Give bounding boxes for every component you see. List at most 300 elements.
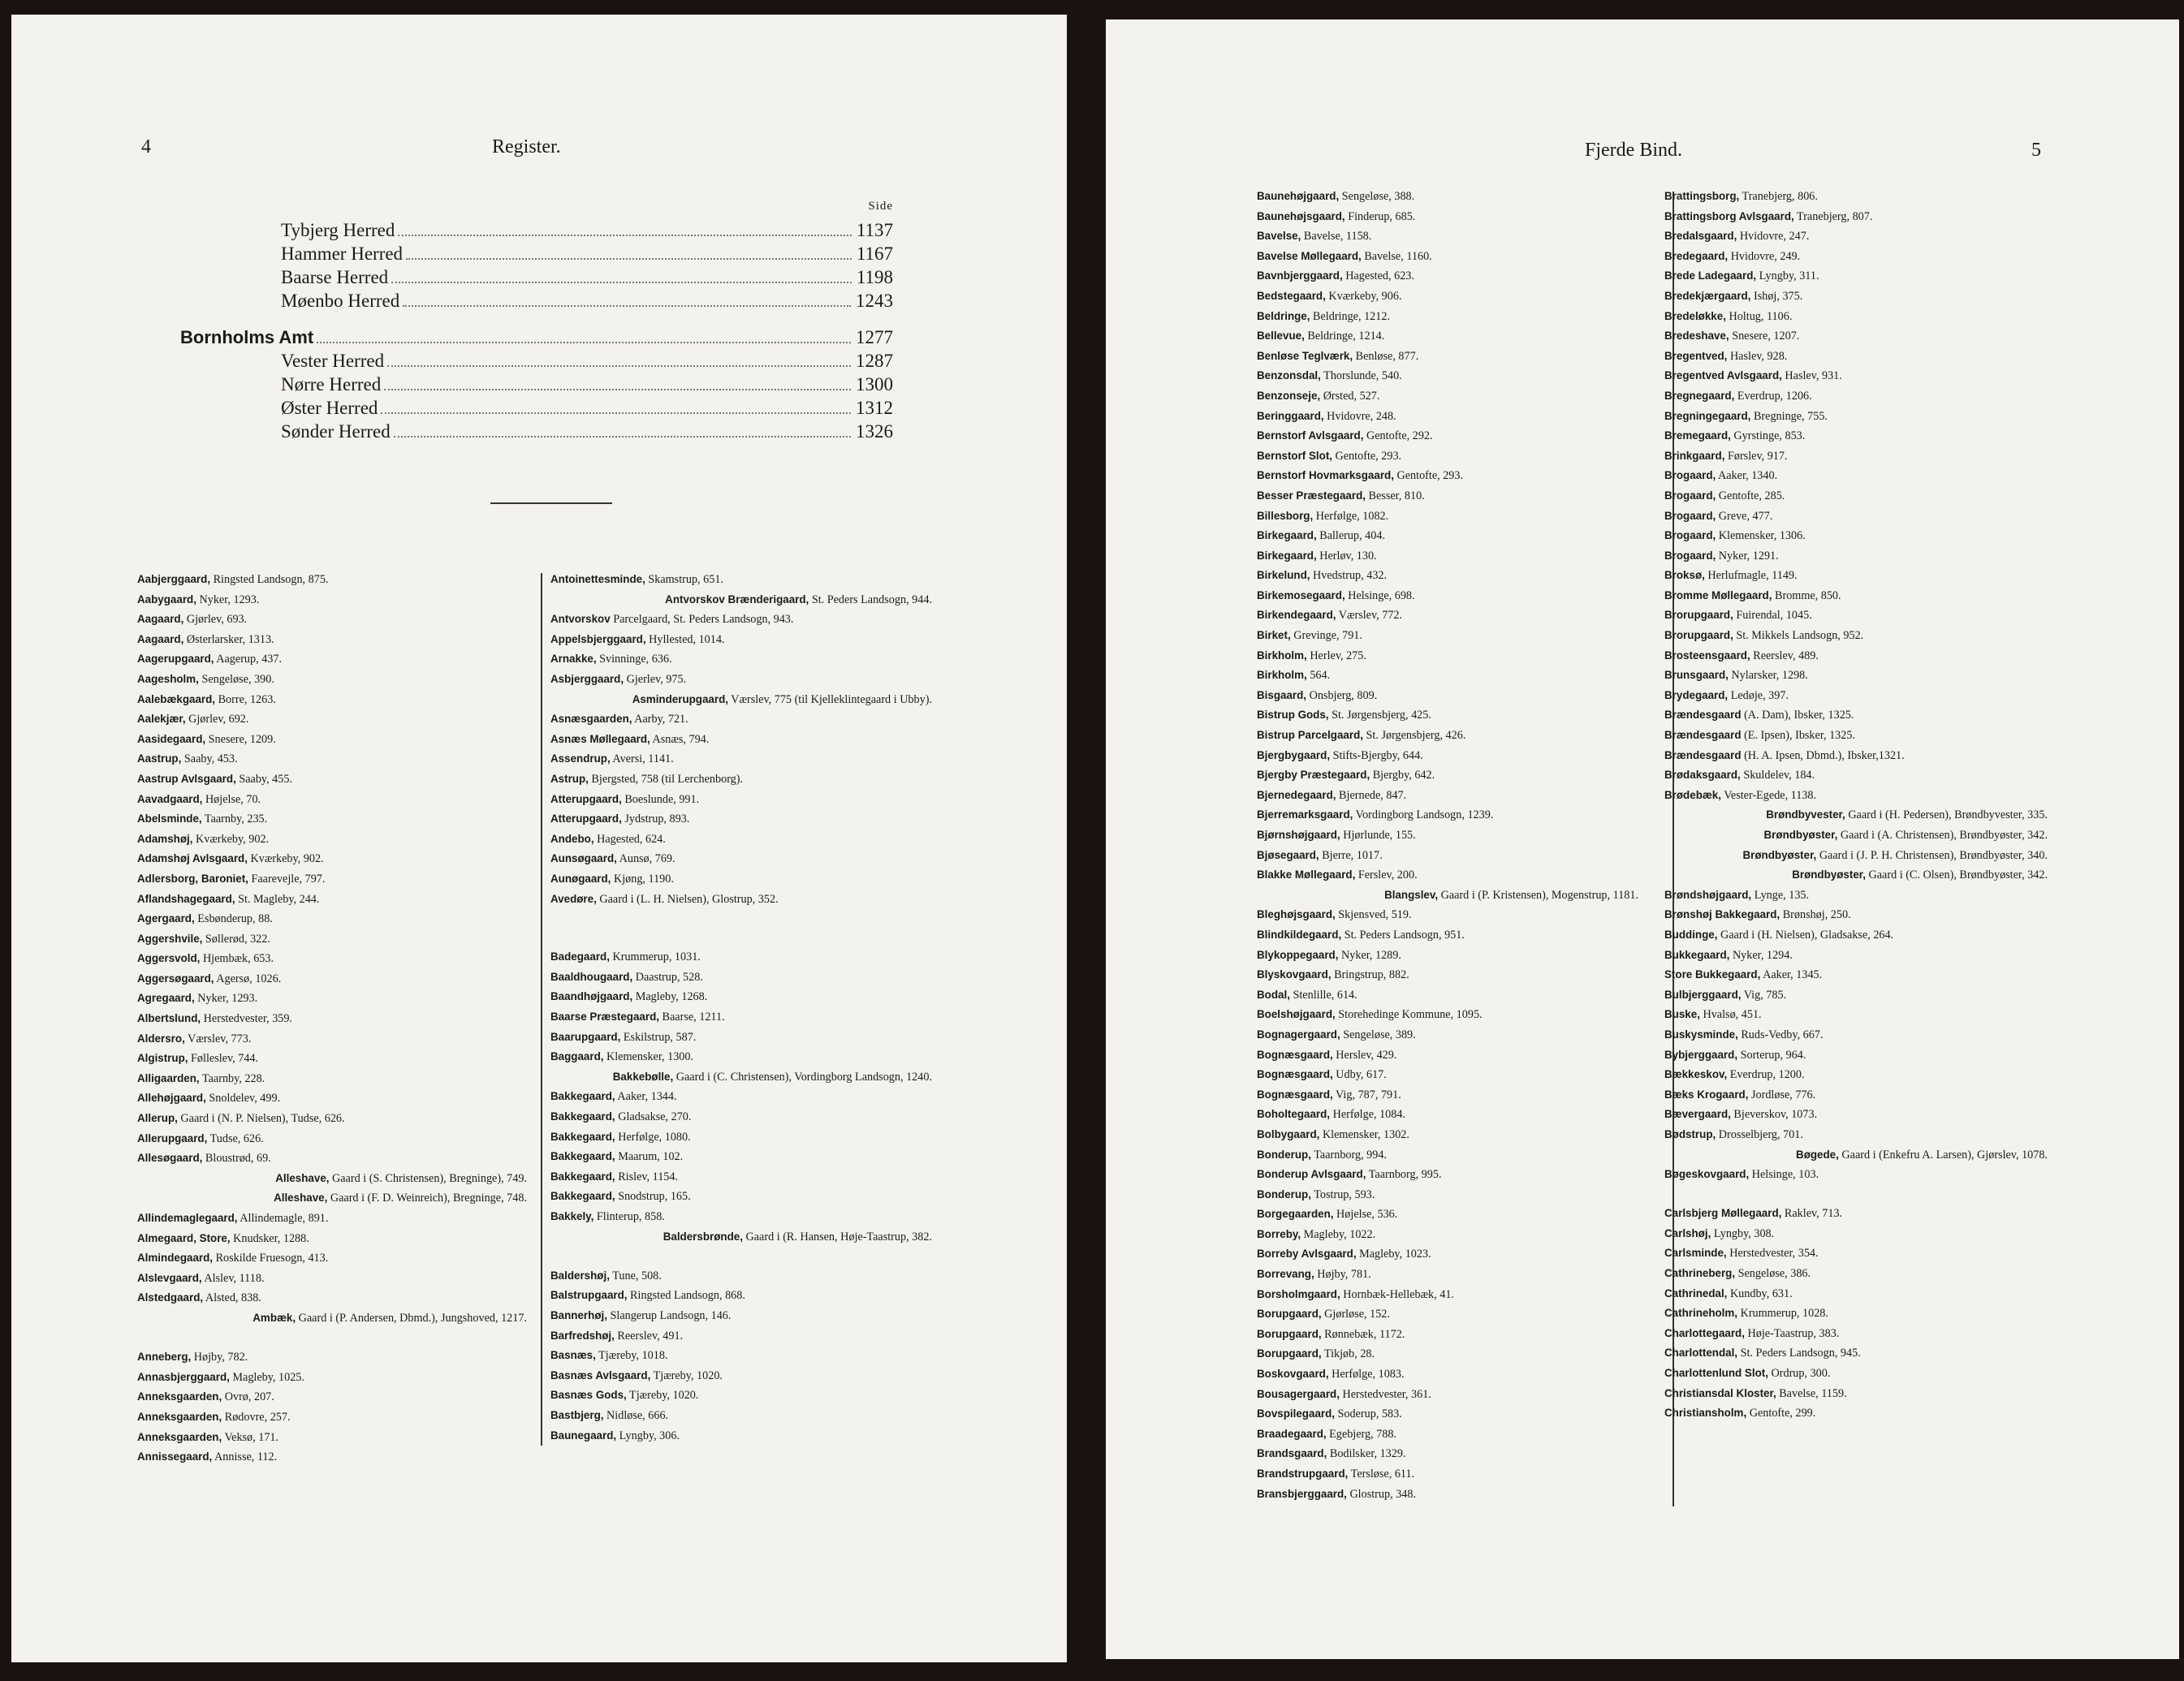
entry-name: Boholtegaard, bbox=[1257, 1108, 1331, 1121]
entry-name: Aabygaard, bbox=[137, 593, 196, 606]
entry-location: Agersø, 1026. bbox=[214, 972, 282, 985]
entry-location: Stifts-Bjergby, 644. bbox=[1330, 748, 1423, 762]
entry-name: Bremegaard, bbox=[1664, 429, 1731, 442]
entry-name: Christiansdal Kloster, bbox=[1664, 1386, 1776, 1399]
index-entry bbox=[1664, 666, 2048, 686]
entry-name: Bastbjerg, bbox=[550, 1408, 604, 1421]
entry-name: Bredekjærgaard, bbox=[1664, 289, 1751, 302]
index-entry bbox=[137, 969, 527, 989]
index-entry bbox=[137, 730, 527, 750]
entry-location: Nyker, 1293. bbox=[194, 992, 258, 1006]
toc-row bbox=[270, 218, 893, 242]
entry-location: Everdrup, 1200. bbox=[1727, 1068, 1805, 1082]
index-entry bbox=[1257, 646, 1638, 666]
index-entry bbox=[1257, 925, 1638, 946]
running-head: Register. bbox=[492, 136, 561, 157]
entry-name: Avedøre, bbox=[550, 892, 597, 905]
entry-location: Beldringe, 1212. bbox=[1310, 309, 1390, 323]
index-entry bbox=[1257, 1145, 1638, 1166]
entry-name: Buske, bbox=[1664, 1008, 1700, 1021]
toc-entry-page: 1312 bbox=[856, 398, 893, 418]
index-entry bbox=[1664, 1343, 2048, 1364]
entry-location: Hjembæk, 653. bbox=[200, 952, 274, 966]
entry-name: Billesborg, bbox=[1257, 509, 1314, 522]
entry-name: Baaldhougaard, bbox=[550, 970, 633, 983]
entry-name: Asnæsgaarden, bbox=[550, 713, 632, 726]
entry-location: Herstedvester, 359. bbox=[201, 1012, 293, 1026]
index-entry bbox=[1664, 626, 2048, 646]
entry-location: Ledøje, 397. bbox=[1728, 688, 1789, 702]
entry-name: Aavadgaard, bbox=[137, 792, 203, 805]
toc-entry-name: Tybjerg Herred bbox=[281, 220, 395, 240]
index-entry bbox=[1257, 1325, 1638, 1345]
index-entry bbox=[1664, 985, 2048, 1006]
entry-name: Andebo, bbox=[550, 832, 594, 845]
entry-location: Bodilsker, 1329. bbox=[1327, 1447, 1406, 1461]
entry-location: Gaard i (P. Andersen, Dbmd.), Jungshoved, 1217. bbox=[296, 1311, 527, 1325]
index-entry bbox=[1664, 965, 2048, 985]
entry-name: Borsholmgaard, bbox=[1257, 1287, 1340, 1300]
entry-location: Ferslev, 200. bbox=[1355, 869, 1418, 882]
entry-name: Brydegaard, bbox=[1664, 688, 1729, 701]
index-entry bbox=[1257, 905, 1638, 925]
entry-location: Besser, 810. bbox=[1365, 489, 1425, 502]
entry-location: Faarevejle, 797. bbox=[248, 872, 326, 886]
toc-row bbox=[270, 373, 893, 396]
index-entry bbox=[137, 610, 527, 630]
entry-name: Bjøsegaard, bbox=[1257, 848, 1319, 861]
entry-name: Assendrup, bbox=[550, 752, 611, 765]
index-entry bbox=[1257, 326, 1638, 347]
entry-location: Ishøj, 375. bbox=[1750, 289, 1803, 303]
index-column bbox=[1257, 187, 1638, 1504]
entry-location: Lyngby, 311. bbox=[1756, 269, 1819, 283]
entry-location: Bjeverskov, 1073. bbox=[1730, 1108, 1818, 1122]
section-rule bbox=[490, 502, 612, 504]
entry-name: Antoinettesminde, bbox=[550, 573, 645, 585]
index-entry bbox=[1257, 1444, 1638, 1464]
index-entry bbox=[550, 1047, 932, 1067]
entry-name: Asminderupgaard, bbox=[632, 692, 728, 705]
running-head: Fjerde Bind. bbox=[1585, 140, 1682, 161]
entry-location: Soderup, 583. bbox=[1335, 1407, 1402, 1421]
index-entry bbox=[1664, 586, 2048, 606]
entry-name: Birkendegaard, bbox=[1257, 609, 1336, 622]
index-entry bbox=[550, 1127, 932, 1148]
entry-name: Brosteensgaard, bbox=[1664, 649, 1750, 662]
entry-name: Cathrineberg, bbox=[1664, 1267, 1736, 1280]
entry-location: Gaard i (H. Pedersen), Brøndbyvester, 335. bbox=[1845, 808, 2048, 822]
entry-location: Gentofte, 292. bbox=[1363, 429, 1433, 443]
right-page bbox=[1106, 19, 2179, 1659]
entry-location: (E. Ipsen), Ibsker, 1325. bbox=[1741, 729, 1855, 743]
entry-name: Appelsbjerggaard, bbox=[550, 632, 646, 645]
entry-name: Aastrup, bbox=[137, 752, 182, 765]
index-entry bbox=[137, 769, 527, 790]
entry-name: Boelshøjgaard, bbox=[1257, 1008, 1336, 1021]
entry-name: Atterupgaard, bbox=[550, 792, 622, 805]
index-entry bbox=[1257, 1344, 1638, 1364]
entry-location: Tikjøb, 28. bbox=[1321, 1347, 1375, 1361]
entry-name: Bonderup, bbox=[1257, 1148, 1311, 1161]
entry-location: Herfølge, 1084. bbox=[1330, 1108, 1406, 1122]
entry-location: Eskilstrup, 587. bbox=[620, 1030, 697, 1044]
entry-name: Astrup, bbox=[550, 772, 589, 785]
index-entry bbox=[550, 1406, 932, 1426]
entry-location: Højby, 782. bbox=[191, 1351, 248, 1364]
entry-location: Benløse, 877. bbox=[1353, 349, 1419, 363]
left-page bbox=[11, 15, 1067, 1662]
index-entry bbox=[1664, 1005, 2048, 1025]
entry-name: Bredeshave, bbox=[1664, 330, 1729, 343]
index-entry bbox=[1257, 1425, 1638, 1445]
entry-location: St. Peders Landsogn, 944. bbox=[809, 593, 932, 606]
entry-location: Storehedinge Kommune, 1095. bbox=[1335, 1008, 1483, 1022]
entry-name: Aldersro, bbox=[137, 1032, 185, 1045]
index-entry bbox=[550, 649, 932, 670]
entry-location: Asnæs, 794. bbox=[650, 732, 710, 746]
entry-name: Agergaard, bbox=[137, 912, 195, 925]
entry-name: Alligaarden, bbox=[137, 1071, 200, 1084]
blank-line bbox=[550, 929, 932, 948]
entry-location: Bjergby, 642. bbox=[1370, 769, 1435, 782]
entry-location: Gentofte, 293. bbox=[1393, 469, 1464, 483]
index-entry bbox=[1664, 1045, 2048, 1066]
blank-line bbox=[1664, 1185, 2048, 1205]
index-entry bbox=[550, 769, 932, 790]
index-entry bbox=[550, 1028, 932, 1048]
entry-name: Bedstegaard, bbox=[1257, 289, 1326, 302]
toc-leader-dots bbox=[387, 365, 851, 367]
entry-name: Brændesgaard bbox=[1664, 709, 1742, 722]
index-entry bbox=[137, 1188, 527, 1209]
entry-location: Hvidovre, 247. bbox=[1737, 230, 1810, 244]
index-entry bbox=[550, 968, 932, 988]
entry-location: Bjergsted, 758 (til Lerchenborg). bbox=[588, 772, 744, 786]
index-entry bbox=[1664, 1224, 2048, 1244]
entry-location: Tune, 508. bbox=[609, 1269, 662, 1282]
index-entry bbox=[550, 1087, 932, 1107]
entry-location: Klemensker, 1300. bbox=[603, 1050, 694, 1064]
entry-name: Bregnegaard, bbox=[1664, 389, 1735, 402]
index-entry bbox=[1664, 546, 2048, 567]
index-entry bbox=[137, 929, 527, 950]
entry-location: Alsted, 838. bbox=[203, 1291, 261, 1305]
index-entry bbox=[1257, 985, 1638, 1006]
toc-entry-name: Hammer Herred bbox=[281, 244, 404, 264]
index-entry bbox=[550, 610, 932, 630]
entry-name: Brattingsborg, bbox=[1664, 190, 1740, 202]
entry-name: Cathrinedal, bbox=[1664, 1287, 1728, 1300]
entry-location: Herstedvester, 361. bbox=[1339, 1387, 1431, 1401]
toc-leader-dots bbox=[403, 305, 851, 307]
entry-name: Bakkegaard, bbox=[550, 1150, 615, 1163]
entry-name: Benløse Teglværk, bbox=[1257, 349, 1353, 362]
entry-name: Bistrup Gods, bbox=[1257, 709, 1329, 722]
index-entry bbox=[1257, 1464, 1638, 1485]
entry-location: Hyllested, 1014. bbox=[645, 632, 725, 646]
entry-name: Antvorskov bbox=[550, 613, 611, 626]
index-entry bbox=[137, 630, 527, 650]
entry-location: Svinninge, 636. bbox=[596, 653, 672, 666]
entry-location: Nylarsker, 1298. bbox=[1728, 669, 1808, 683]
entry-location: Skuldelev, 184. bbox=[1740, 769, 1815, 782]
entry-name: Baunehøjsgaard, bbox=[1257, 209, 1345, 222]
index-entry bbox=[1664, 886, 2048, 906]
entry-location: Haslev, 928. bbox=[1727, 349, 1788, 363]
toc-entry-name: Vester Herred bbox=[281, 351, 385, 371]
entry-name: Bellevue, bbox=[1257, 330, 1305, 343]
entry-name: Brorupgaard, bbox=[1664, 629, 1733, 642]
index-entry bbox=[1257, 1185, 1638, 1205]
entry-name: Bæks Krogaard, bbox=[1664, 1088, 1749, 1101]
entry-name: Aalekjær, bbox=[137, 713, 186, 726]
index-column bbox=[1664, 187, 2048, 1424]
entry-name: Bovspilegaard, bbox=[1257, 1407, 1335, 1420]
entry-location: Nidløse, 666. bbox=[603, 1408, 669, 1422]
index-entry bbox=[1664, 426, 2048, 446]
toc-row bbox=[270, 265, 893, 289]
entry-location: Hvalsø, 451. bbox=[1699, 1008, 1762, 1022]
index-entry bbox=[137, 830, 527, 850]
entry-location: Bromme, 850. bbox=[1772, 588, 1841, 602]
index-entry bbox=[550, 1107, 932, 1127]
index-entry bbox=[1257, 446, 1638, 467]
entry-name: Anneksgaarden, bbox=[137, 1410, 222, 1423]
entry-location: Magleby, 1023. bbox=[1356, 1248, 1431, 1261]
index-entry bbox=[137, 649, 527, 670]
index-entry bbox=[1257, 946, 1638, 966]
index-entry bbox=[1257, 1045, 1638, 1066]
index-entry bbox=[137, 1428, 527, 1448]
entry-name: Bjernedegaard, bbox=[1257, 788, 1336, 801]
index-entry bbox=[550, 1426, 932, 1446]
index-entry bbox=[550, 1227, 932, 1248]
entry-name: Annissegaard, bbox=[137, 1450, 213, 1463]
entry-name: Aagaard, bbox=[137, 632, 184, 645]
index-entry bbox=[550, 947, 932, 968]
entry-location: Gaard i (C. Christensen), Vordingborg Landsogn, 1240. bbox=[673, 1070, 932, 1084]
entry-location: Gaard i (L. H. Nielsen), Glostrup, 352. bbox=[596, 892, 779, 906]
entry-name: Brønshøj Bakkegaard, bbox=[1664, 908, 1780, 921]
entry-name: Brødaksgaard, bbox=[1664, 769, 1741, 782]
entry-name: Alleshave, bbox=[275, 1171, 330, 1184]
index-entry bbox=[1257, 1205, 1638, 1225]
index-entry bbox=[137, 1347, 527, 1368]
entry-location: Hornbæk-Hellebæk, 41. bbox=[1340, 1287, 1454, 1301]
entry-location: Hvedstrup, 432. bbox=[1310, 569, 1388, 583]
entry-location: Parcelgaard, St. Peders Landsogn, 943. bbox=[610, 613, 794, 627]
index-entry bbox=[1257, 1244, 1638, 1265]
entry-location: Skjensved, 519. bbox=[1335, 908, 1412, 922]
entry-location: Alslev, 1118. bbox=[201, 1271, 265, 1285]
entry-location: Højelse, 70. bbox=[202, 792, 261, 806]
column-divider bbox=[541, 573, 542, 1446]
entry-name: Aggersvold, bbox=[137, 952, 201, 965]
entry-location: Sengeløse, 389. bbox=[1340, 1028, 1416, 1041]
entry-location: Taarnborg, 994. bbox=[1310, 1148, 1388, 1162]
index-entry bbox=[1257, 426, 1638, 446]
entry-name: Borrevang, bbox=[1257, 1268, 1314, 1281]
entry-name: Basnæs Gods, bbox=[550, 1389, 627, 1402]
index-entry bbox=[1257, 407, 1638, 427]
entry-name: Almindegaard, bbox=[137, 1252, 214, 1265]
entry-location: Snesere, 1209. bbox=[205, 732, 276, 746]
toc-row bbox=[270, 242, 893, 265]
entry-name: Bognæsgaard, bbox=[1257, 1068, 1333, 1081]
entry-name: Aunsøgaard, bbox=[550, 852, 617, 865]
entry-location: Herfølge, 1082. bbox=[1313, 509, 1389, 523]
toc-entry-name: Møenbo Herred bbox=[281, 291, 400, 311]
entry-location: Nyker, 1294. bbox=[1729, 948, 1793, 962]
index-entry bbox=[1664, 506, 2048, 527]
index-entry bbox=[1664, 1324, 2048, 1344]
entry-location: Kundby, 631. bbox=[1727, 1287, 1793, 1300]
entry-name: Bakkegaard, bbox=[550, 1090, 615, 1103]
toc-leader-dots bbox=[381, 412, 851, 414]
toc-entry-page: 1137 bbox=[856, 220, 893, 240]
entry-location: Ordrup, 300. bbox=[1767, 1367, 1831, 1381]
entry-location: Ringsted Landsogn, 875. bbox=[210, 573, 329, 586]
toc-entry-page: 1287 bbox=[856, 351, 893, 371]
entry-name: Ambæk, bbox=[252, 1311, 296, 1324]
entry-location: St. Peders Landsogn, 951. bbox=[1341, 928, 1465, 942]
entry-location: Helsinge, 103. bbox=[1749, 1168, 1819, 1182]
entry-name: Bousagergaard, bbox=[1257, 1387, 1340, 1400]
entry-name: Annasbjerggaard, bbox=[137, 1370, 230, 1383]
entry-location: Kværkeby, 906. bbox=[1325, 289, 1402, 303]
entry-location: Aarby, 721. bbox=[632, 713, 688, 726]
entry-name: Birket, bbox=[1257, 629, 1291, 642]
index-entry bbox=[137, 869, 527, 890]
index-entry bbox=[1664, 1204, 2048, 1224]
entry-name: Bulbjerggaard, bbox=[1664, 988, 1742, 1001]
entry-location: Daastrup, 528. bbox=[632, 970, 703, 984]
entry-name: Agregaard, bbox=[137, 992, 195, 1005]
entry-name: Baldersbrønde, bbox=[663, 1230, 743, 1243]
index-entry bbox=[550, 849, 932, 869]
entry-location: Aagerup, 437. bbox=[214, 653, 283, 666]
entry-location: Onsbjerg, 809. bbox=[1306, 688, 1378, 702]
index-entry bbox=[1664, 606, 2048, 626]
entry-name: Brede Ladegaard, bbox=[1664, 269, 1757, 282]
index-entry bbox=[550, 1306, 932, 1326]
entry-name: Basnæs Avlsgaard, bbox=[550, 1369, 651, 1381]
entry-name: Atterupgaard, bbox=[550, 812, 622, 825]
index-entry bbox=[137, 690, 527, 710]
entry-location: Herlev, 275. bbox=[1306, 649, 1366, 662]
entry-name: Bjergby Præstegaard, bbox=[1257, 769, 1370, 782]
entry-name: Braadegaard, bbox=[1257, 1427, 1327, 1440]
entry-name: Alstedgaard, bbox=[137, 1291, 204, 1304]
entry-name: Baarse Præstegaard, bbox=[550, 1011, 659, 1024]
index-entry bbox=[1664, 1065, 2048, 1085]
index-entry bbox=[1257, 846, 1638, 866]
index-entry bbox=[137, 1069, 527, 1089]
index-entry bbox=[1664, 187, 2048, 207]
index-entry bbox=[1257, 1085, 1638, 1106]
entry-location: Ruds-Vedby, 667. bbox=[1737, 1028, 1824, 1041]
index-entry bbox=[550, 749, 932, 769]
index-entry bbox=[1664, 1125, 2048, 1145]
entry-name: Brøndbyøster, bbox=[1742, 848, 1817, 861]
entry-name: Bredeløkke, bbox=[1664, 309, 1726, 322]
index-entry bbox=[1664, 247, 2048, 267]
entry-name: Allindemaglegaard, bbox=[137, 1212, 238, 1224]
index-entry bbox=[1257, 187, 1638, 207]
entry-location: Snesere, 1207. bbox=[1729, 330, 1800, 343]
entry-location: Tostrup, 593. bbox=[1310, 1187, 1375, 1201]
entry-location: Gaard i (J. P. H. Christensen), Brøndbyøster, 340. bbox=[1816, 848, 2048, 862]
index-entry bbox=[1257, 865, 1638, 886]
index-entry bbox=[137, 809, 527, 830]
toc-leader-dots bbox=[406, 258, 852, 260]
entry-name: Bakkegaard, bbox=[550, 1130, 615, 1143]
index-entry bbox=[1664, 1145, 2048, 1166]
toc-row bbox=[270, 349, 893, 373]
entry-name: Birkegaard, bbox=[1257, 529, 1317, 542]
index-entry bbox=[1257, 366, 1638, 386]
entry-name: Brogaard, bbox=[1664, 509, 1716, 522]
index-entry bbox=[137, 1129, 527, 1149]
entry-location: Taarnby, 235. bbox=[201, 812, 268, 826]
entry-location: Sengeløse, 388. bbox=[1339, 190, 1415, 203]
entry-name: Bernstorf Hovmarksgaard, bbox=[1257, 469, 1394, 482]
index-entry bbox=[550, 630, 932, 650]
page-number: 5 bbox=[2031, 140, 2041, 161]
entry-name: Almegaard, Store, bbox=[137, 1231, 231, 1244]
index-entry bbox=[550, 987, 932, 1007]
entry-location: Vig, 787, 791. bbox=[1332, 1088, 1401, 1101]
entry-name: Allesøgaard, bbox=[137, 1152, 203, 1165]
index-entry bbox=[1664, 786, 2048, 806]
entry-name: Aasidegaard, bbox=[137, 732, 206, 745]
entry-name: Baldershøj, bbox=[550, 1269, 610, 1282]
entry-location: Bringstrup, 882. bbox=[1331, 968, 1409, 982]
index-entry bbox=[1664, 566, 2048, 586]
entry-location: Ballerup, 404. bbox=[1316, 529, 1386, 543]
index-entry bbox=[1257, 886, 1638, 906]
entry-name: Birkelund, bbox=[1257, 569, 1310, 582]
entry-location: Herfølge, 1080. bbox=[615, 1130, 691, 1144]
entry-location: Gaard i (R. Hansen, Høje-Taastrup, 382. bbox=[742, 1230, 932, 1244]
entry-location: Jordløse, 776. bbox=[1748, 1088, 1816, 1101]
entry-location: Magleby, 1022. bbox=[1301, 1227, 1376, 1241]
entry-location: Tjæreby, 1020. bbox=[650, 1369, 723, 1382]
index-entry bbox=[1664, 905, 2048, 925]
toc-entry-name: Sønder Herred bbox=[281, 421, 391, 442]
entry-name: Bjørnshøjgaard, bbox=[1257, 829, 1340, 841]
entry-location: Nyker, 1289. bbox=[1338, 948, 1401, 962]
index-entry bbox=[1257, 347, 1638, 367]
index-entry bbox=[1257, 1485, 1638, 1505]
entry-name: Charlottenlund Slot, bbox=[1664, 1367, 1768, 1380]
entry-name: Bistrup Parcelgaard, bbox=[1257, 729, 1363, 742]
index-entry bbox=[1664, 805, 2048, 825]
entry-name: Birkegaard, bbox=[1257, 549, 1317, 562]
entry-location: Gjørlev, 693. bbox=[183, 613, 248, 627]
entry-name: Brogaard, bbox=[1664, 489, 1716, 502]
entry-name: Bisgaard, bbox=[1257, 688, 1307, 701]
entry-location: Gaard i (F. D. Weinreich), Bregninge, 748. bbox=[327, 1192, 527, 1205]
entry-location: Sengeløse, 386. bbox=[1735, 1267, 1811, 1281]
index-entry bbox=[137, 570, 527, 590]
toc-leader-dots bbox=[398, 235, 851, 236]
entry-name: Bransbjerggaard, bbox=[1257, 1487, 1347, 1500]
entry-name: Blindkildegaard, bbox=[1257, 928, 1342, 941]
entry-name: Beldringe, bbox=[1257, 309, 1310, 322]
index-entry bbox=[1257, 1025, 1638, 1045]
